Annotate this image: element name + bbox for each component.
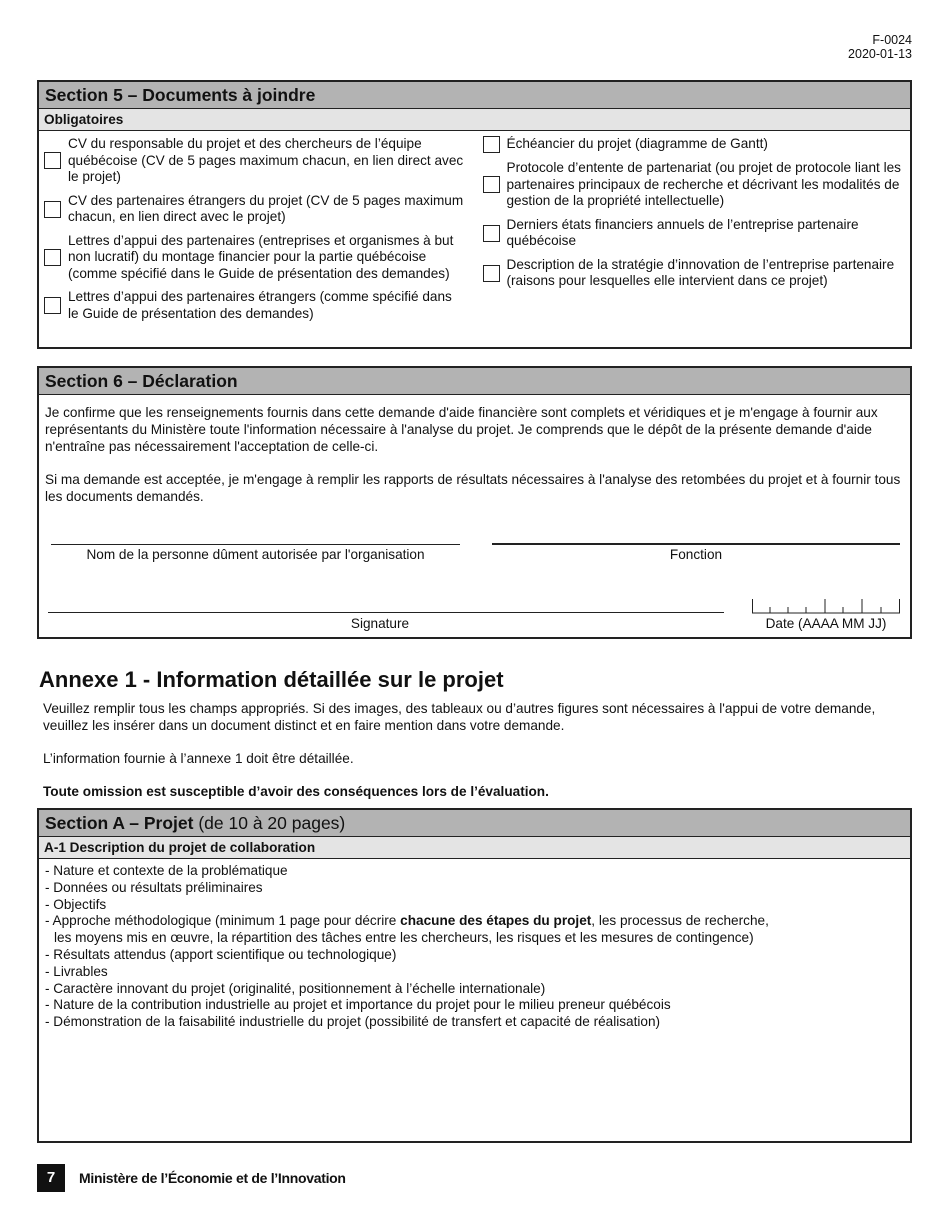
list-item: - Caractère innovant du projet (originalité, positionnement à l’échelle internationale): [45, 980, 546, 996]
checklist-item[interactable]: [44, 233, 466, 283]
checklist-item[interactable]: [483, 257, 905, 290]
name-label: Nom de la personne dûment autorisée par l'organisation: [86, 547, 425, 562]
form-date: 2020-01-13: [848, 47, 912, 61]
date-label: Date (AAAA MM JJ): [765, 616, 887, 631]
declaration-paragraph-2: Si ma demande est acceptée, je m'engage à remplir les rapports de résultats nécessaires à l'analyse des retombées du projet et à fournir tous les documents demandés.: [45, 472, 901, 504]
section-a: [37, 808, 912, 1143]
list-item: [45, 913, 904, 930]
annex-1-warning: Toute omission est susceptible d’avoir des conséquences lors de l’évaluation.: [43, 784, 549, 799]
signature-line[interactable]: [48, 612, 724, 613]
section-5-right-column: [466, 136, 905, 329]
checkbox[interactable]: [44, 297, 61, 314]
list-item: - Nature de la contribution industrielle au projet et importance du projet pour le milieu preneur québécois: [45, 997, 671, 1013]
checklist-item[interactable]: [44, 289, 466, 322]
list-item-text: , les processus de recherche,: [591, 913, 769, 929]
annex-1-note: L’information fournie à l’annexe 1 doit être détaillée.: [43, 751, 354, 766]
section-a-title: Section A – Projet: [45, 813, 194, 833]
checklist-item-label: Description de la stratégie d’innovation de l’entreprise partenaire (raisons pour lesquelles elle intervient dans ce projet): [506, 256, 895, 288]
checklist-item-label: Lettres d’appui des partenaires étrangers (comme spécifié dans le Guide de présentation des demandes): [68, 289, 452, 321]
checkbox[interactable]: [44, 152, 61, 169]
list-item: - Nature et contexte de la problématique: [45, 863, 288, 878]
checkbox[interactable]: [44, 201, 61, 218]
checklist-item[interactable]: [44, 136, 466, 186]
ministry-name: Ministère de l’Économie et de l’Innovation: [79, 1170, 346, 1186]
checklist-item-label: CV des partenaires étrangers du projet (CV de 5 pages maximum chacun, en lien direct avec le projet): [68, 192, 464, 224]
section-a-content-area[interactable]: [39, 859, 910, 1035]
checklist-item-label: Derniers états financiers annuels de l’entreprise partenaire québécoise: [506, 216, 859, 248]
section-a-pages: (de 10 à 20 pages): [198, 813, 346, 833]
section-a-title-bar: [39, 810, 910, 837]
function-line[interactable]: [492, 543, 900, 545]
form-code-block: [848, 33, 912, 61]
checkbox[interactable]: [483, 265, 500, 282]
checkbox[interactable]: [483, 225, 500, 242]
checklist-item-label: Lettres d’appui des partenaires (entreprises et organismes à but non lucratif) du montage financier pour la partie québécoise (comme spécifié dans le Guide de présentation des demandes): [68, 232, 454, 281]
name-line[interactable]: [51, 544, 460, 545]
declaration-paragraph-1: Je confirme que les renseignements fournis dans cette demande d'aide financière sont complets et véridiques et je m'engage à fournir aux représentants du Ministère toute l'information nécessaire à l'analyse du projet. Je comprends que le dépôt de la présente demande d'aide n'entraîne pas nécessairement l'acceptation de celle-ci.: [45, 405, 878, 454]
checklist-item[interactable]: [483, 217, 905, 250]
list-item: - Livrables: [45, 963, 108, 979]
page-number: 7: [37, 1164, 65, 1192]
signature-label: Signature: [350, 616, 410, 631]
form-code: F-0024: [872, 33, 912, 47]
checklist-item[interactable]: [483, 160, 905, 210]
list-item-emphasis: chacune des étapes du projet: [400, 913, 592, 929]
section-5-title: Section 5 – Documents à joindre: [39, 82, 910, 109]
list-item: - Données ou résultats préliminaires: [45, 879, 263, 895]
checklist-item[interactable]: [44, 193, 466, 226]
section-a-subtitle: A-1 Description du projet de collaboration: [39, 837, 910, 859]
annex-1-intro: Veuillez remplir tous les champs appropriés. Si des images, des tableaux ou d’autres figures sont nécessaires à l'appui de votre demande, veuillez les insérer dans un document distinct et en faire mention dans votre demande.: [43, 701, 876, 733]
list-item-text: - Approche méthodologique (minimum 1 page pour décrire: [45, 913, 401, 929]
date-field[interactable]: [752, 598, 900, 614]
list-item: - Démonstration de la faisabilité industrielle du projet (possibilité de transfert et capacité de réalisation): [45, 1014, 661, 1030]
checklist-item-label: Protocole d’entente de partenariat (ou projet de protocole liant les partenaires principaux de recherche et décrivant les modalités de gestion de la propriété intellectuelle): [506, 160, 901, 208]
section-6-title: Section 6 – Déclaration: [39, 368, 910, 395]
annex-1-title: Annexe 1 - Information détaillée sur le projet: [39, 667, 504, 692]
section-5: [37, 80, 912, 349]
section-5-subtitle: Obligatoires: [39, 109, 910, 131]
checklist-item[interactable]: [483, 136, 905, 153]
list-item-continuation: les moyens mis en œuvre, la répartition des tâches entre les chercheurs, les risques et les mesures de contingence): [54, 930, 754, 946]
function-label: Fonction: [669, 547, 723, 562]
checkbox[interactable]: [44, 249, 61, 266]
list-item: - Objectifs: [45, 896, 107, 912]
checklist-item-label: Échéancier du projet (diagramme de Gantt): [506, 136, 768, 152]
checkbox[interactable]: [483, 176, 500, 193]
section-5-left-column: [44, 136, 466, 329]
checklist-item-label: CV du responsable du projet et des chercheurs de l’équipe québécoise (CV de 5 pages maximum chacun, en lien direct avec le projet): [68, 136, 464, 184]
checkbox[interactable]: [483, 136, 500, 153]
list-item: - Résultats attendus (apport scientifique ou technologique): [45, 946, 397, 962]
